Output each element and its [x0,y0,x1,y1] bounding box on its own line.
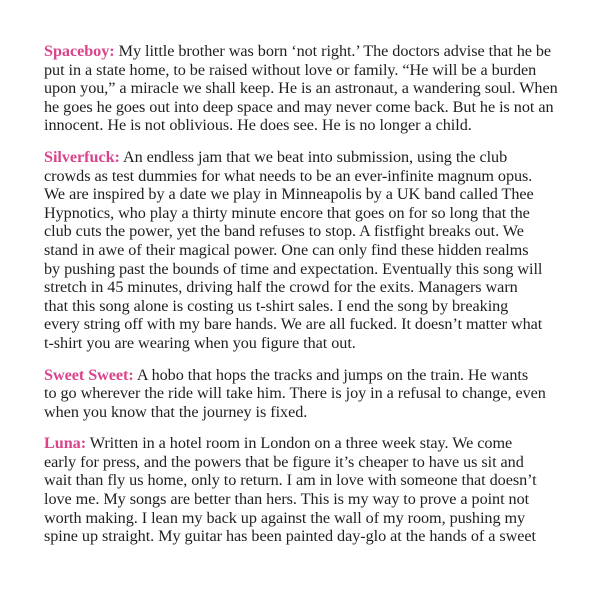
entry-line: when you know that the journey is fixed. [44,402,308,421]
entry-line: club cuts the power, yet the band refuses to stop. A fistfight breaks out. We [44,222,524,241]
song-entry-silverfuck [44,148,576,353]
entry-line: worth making. I lean my back up against the wall of my room, pushing my [44,508,526,527]
entry-line: to go wherever the ride will take him. There is joy in a refusal to change, even [44,384,546,403]
entry-line: wait than fly us home, only to return. I am in love with someone that doesn’t [44,471,537,490]
entry-line: stretch in 45 minutes, driving half the crowd for the exits. Managers warn [44,278,518,297]
song-title: Luna: [44,434,87,453]
entry-line: stand in awe of their magical power. One can only find these hidden realms [44,240,529,259]
entry-line: spine up straight. My guitar has been painted day-glo at the hands of a sweet [44,527,536,546]
song-entry-sweet-sweet [44,366,576,422]
entry-line: love me. My songs are better than hers. This is my way to prove a point not [44,490,530,509]
song-entry-spaceboy [44,42,576,135]
entry-text: My little brother was born ‘not right.’ The doctors advise that he be [114,42,552,60]
song-entry-luna [44,434,576,546]
entry-text: A hobo that hops the tracks and jumps on the train. He wants [133,365,529,384]
entry-line: early for press, and the powers that be figure it’s cheaper to have us sit and [44,452,524,471]
entry-line: Hypnotics, who play a thirty minute encore that goes on for so long that the [44,203,530,222]
entry-text: An endless jam that we beat into submission, using the club [119,147,508,166]
entry-line: upon you,” a miracle we shall keep. He is an astronaut, a wandering soul. When [44,79,558,98]
entry-line: every string off with my bare hands. We are all fucked. It doesn’t matter what [44,315,543,334]
entry-line: crowds as test dummies for what needs to be an ever-infinite magnum opus. [44,166,533,185]
entry-line [44,434,576,453]
entry-line [44,42,576,61]
entry-text: Written in a hotel room in London on a three week stay. We come [86,434,513,453]
entry-line: We are inspired by a date we play in Minneapolis by a UK band called Thee [44,185,534,204]
entry-line: he goes he goes out into deep space and may never come back. But he is not an [44,97,554,116]
entry-line: that this song alone is costing us t-shirt sales. I end the song by breaking [44,296,509,315]
song-title: Spaceboy: [44,42,115,60]
entry-line [44,366,576,385]
song-title: Silverfuck: [44,147,120,166]
entry-line: by pushing past the bounds of time and expectation. Eventually this song will [44,259,543,278]
entry-line [44,148,576,167]
entry-line: t-shirt you are wearing when you figure that out. [44,333,356,352]
song-title: Sweet Sweet: [44,365,134,384]
entry-line: put in a state home, to be raised without love or family. “He will be a burden [44,60,537,79]
entry-line: innocent. He is not oblivious. He does see. He is no longer a child. [44,116,472,135]
